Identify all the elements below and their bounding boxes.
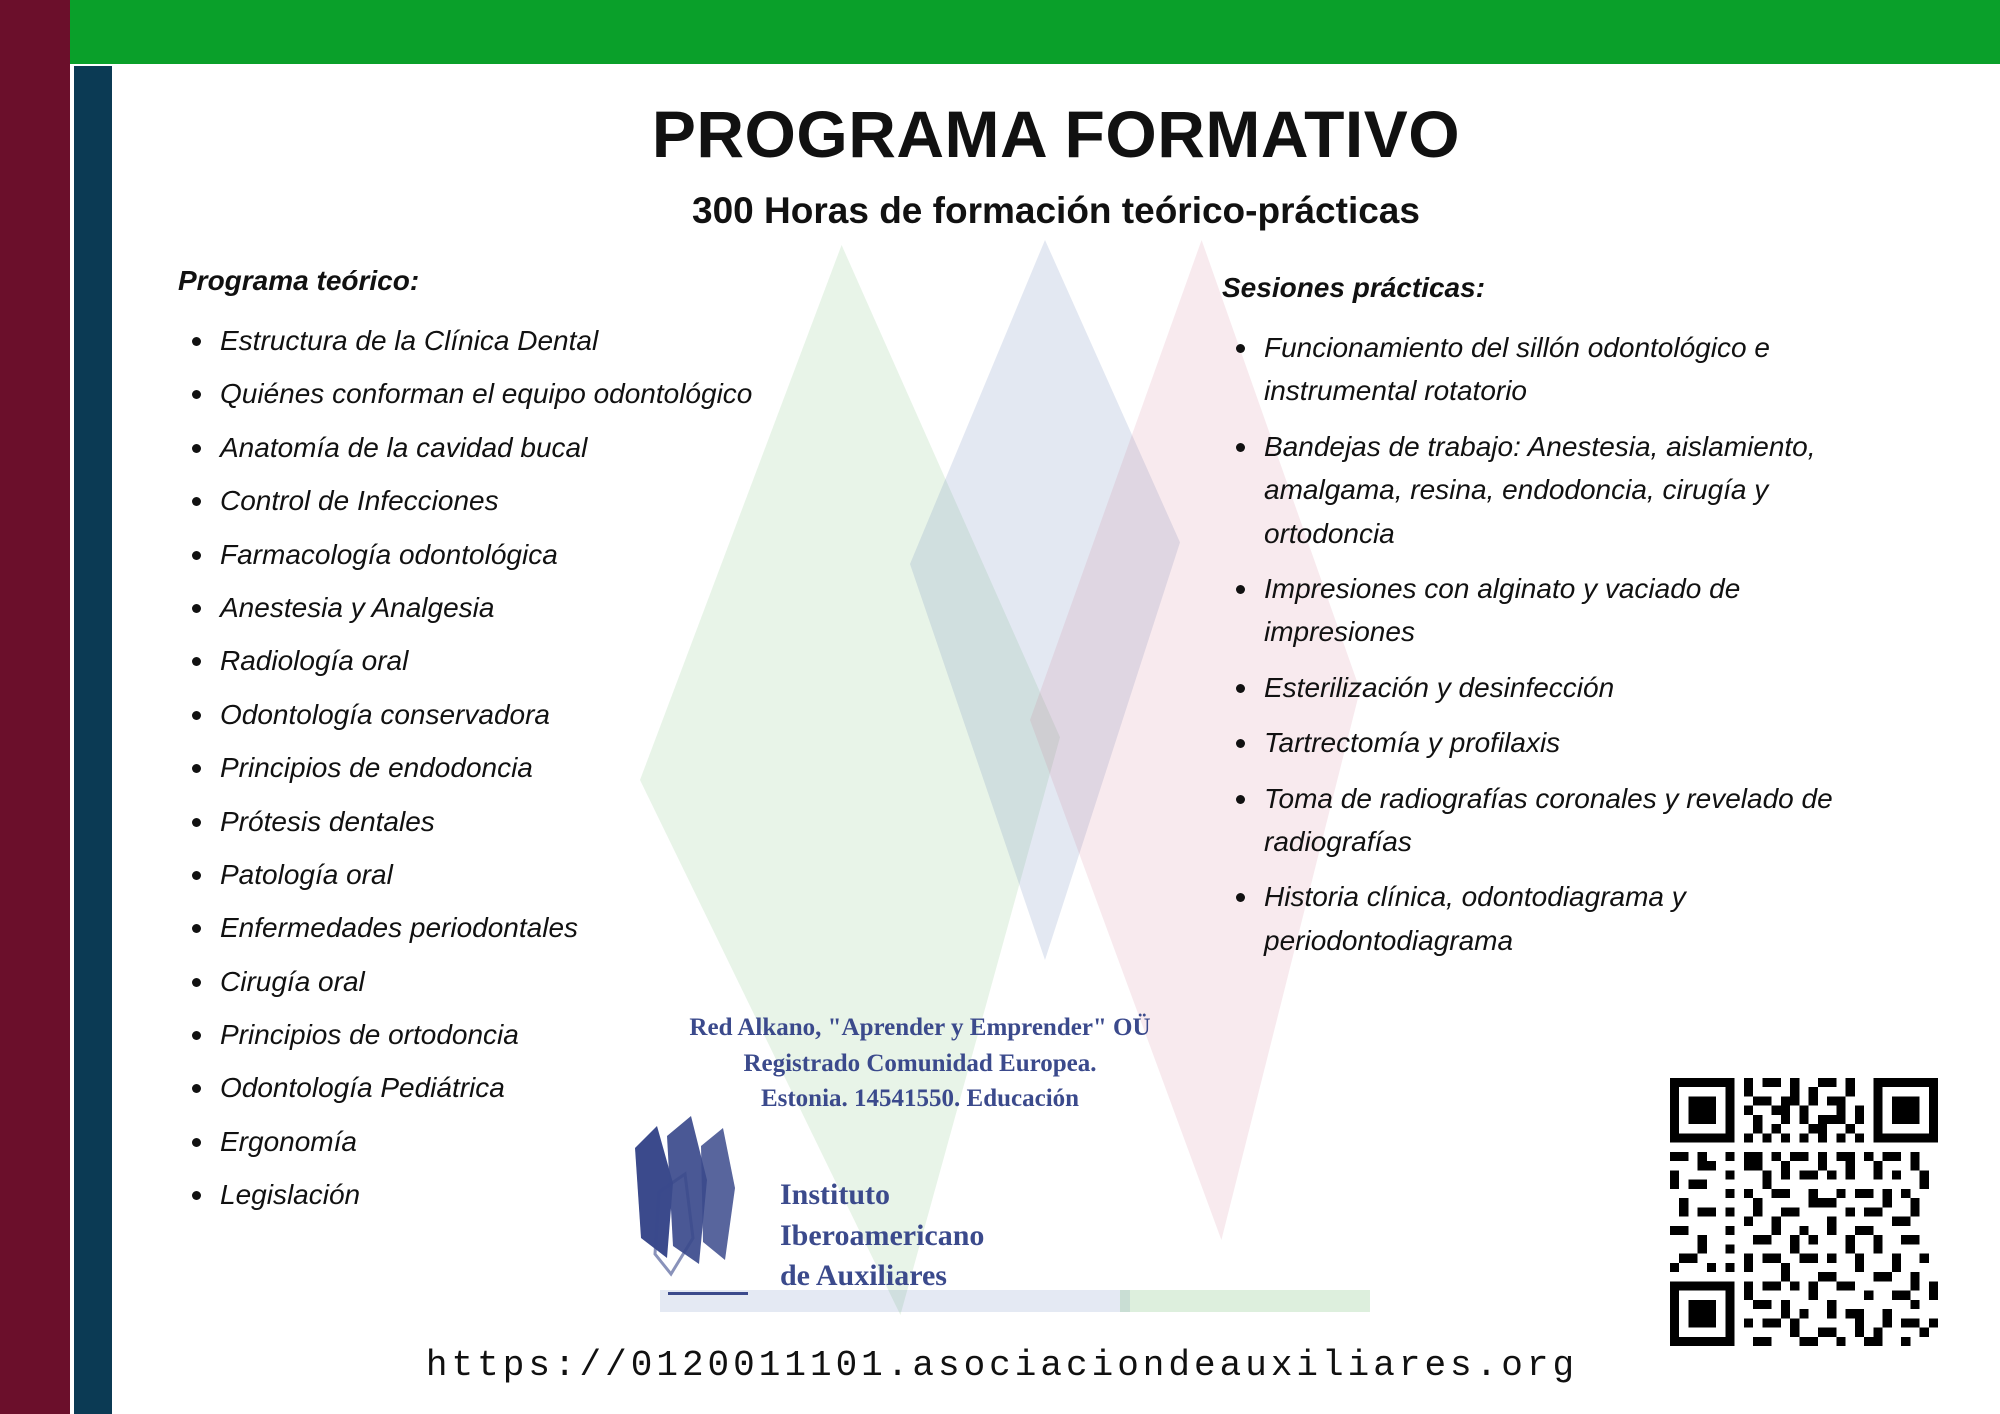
list-item: Farmacología odontológica (178, 533, 818, 576)
practice-column (1222, 272, 1882, 974)
list-item: Esterilización y desinfección (1222, 666, 1882, 709)
practice-list (1222, 326, 1882, 962)
list-item: Enfermedades periodontales (178, 906, 818, 949)
list-item: Patología oral (178, 853, 818, 896)
list-item: Impresiones con alginato y vaciado de impresiones (1222, 567, 1882, 654)
list-item: Tartrectomía y profilaxis (1222, 721, 1882, 764)
list-item: Historia clínica, odontodiagrama y periodontodiagrama (1222, 875, 1882, 962)
institute-name (780, 1175, 984, 1297)
institute-name-line-1: Instituto (780, 1178, 891, 1211)
left-accent-bar (0, 0, 70, 1414)
list-item: Anatomía de la cavidad bucal (178, 426, 818, 469)
theory-heading: Programa teórico: (178, 265, 420, 296)
list-item: Bandejas de trabajo: Anestesia, aislamiento, amalgama, resina, endodoncia, cirugía y ortodoncia (1222, 425, 1882, 555)
page-title: PROGRAMA FORMATIVO (651, 97, 1461, 171)
list-item: Principios de endodoncia (178, 746, 818, 789)
list-item: Legislación (178, 1173, 818, 1216)
registration-line-1: Red Alkano, "Aprender y Emprender" OÜ (689, 1014, 1151, 1041)
institute-name-line-2: Iberoamericano (780, 1218, 985, 1252)
list-item: Cirugía oral (178, 960, 818, 1003)
list-item: Ergonomía (178, 1120, 818, 1163)
qr-code-icon[interactable] (1670, 1078, 1938, 1346)
background-shape-blue (880, 240, 1180, 960)
list-item: Radiología oral (178, 639, 818, 682)
list-item: Principios de ortodoncia (178, 1013, 818, 1056)
list-item: Estructura de la Clínica Dental (178, 319, 818, 362)
list-item: Prótesis dentales (178, 800, 818, 843)
institute-name-line-3: de Auxiliares (780, 1259, 947, 1292)
top-accent-bar (70, 0, 2000, 64)
list-item: Odontología conservadora (178, 693, 818, 736)
list-item: Toma de radiografías coronales y revelado de radiografías (1222, 777, 1882, 864)
list-item: Funcionamiento del sillón odontológico e instrumental rotatorio (1222, 326, 1882, 413)
page-subtitle: 300 Horas de formación teórico-prácticas (692, 190, 1420, 231)
logo-underline (668, 1292, 748, 1295)
list-item: Odontología Pediátrica (178, 1066, 818, 1109)
background-shape-bottom-green (1120, 1290, 1370, 1312)
list-item: Quiénes conforman el equipo odontológico (178, 372, 818, 415)
list-item: Anestesia y Analgesia (178, 586, 818, 629)
list-item: Control de Infecciones (178, 479, 818, 522)
inner-accent-bar (74, 66, 112, 1414)
footer-url[interactable]: https://0120011101.asociaciondeauxiliares.org (425, 1345, 1579, 1386)
registration-line-2: Registrado Comunidad Europea. (743, 1049, 1097, 1077)
registration-line-3: Estonia. 14541550. Educación (760, 1085, 1080, 1112)
practice-heading: Sesiones prácticas: (1222, 272, 1486, 303)
institute-logo-icon (615, 1088, 755, 1288)
